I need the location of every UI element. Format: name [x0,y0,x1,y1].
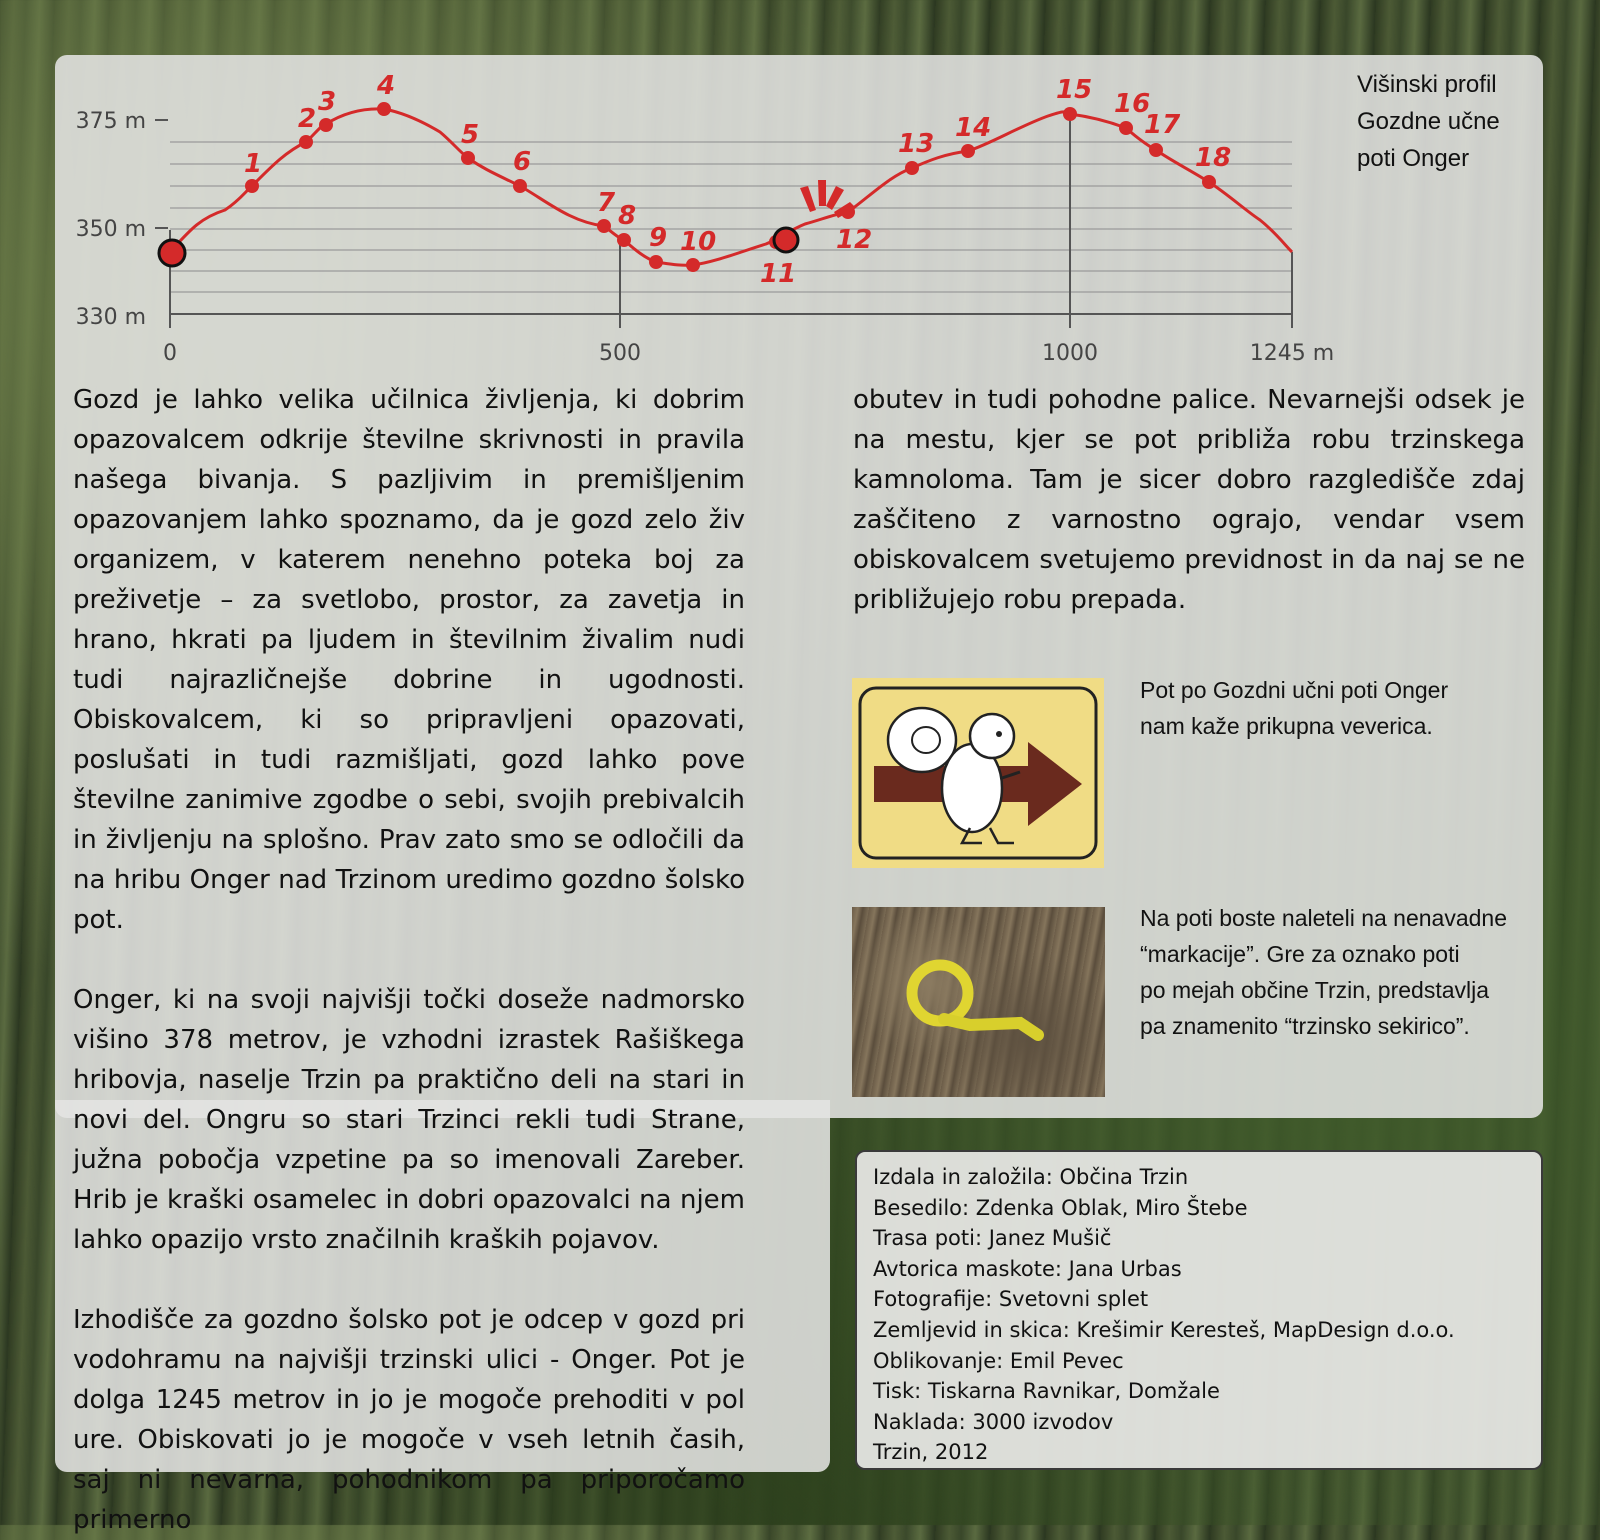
marking-caption-line: Na poti boste naleteli na nenavadne [1140,905,1508,931]
station-label-11: 11 [760,259,797,289]
axes [155,120,1292,328]
point-7 [597,219,611,233]
y-tick-375: 375 m [75,109,146,134]
onger-paragraph: Onger, ki na svoji najvišji točki doseže nadmorsko višino 378 metrov, je vzhodni izrastek Rašiškega hribovja, naselje Trzin pa praktično deli na stari in novi del. Ongru so stari Trzinci rekli tudi Strane, južna pobočja vzpetine pa so imenovali Zareber. Hrib je kraški osamelec in dobri opazovalci na njem lahko opazijo vrsto značilnih kraških pojavov. [73,985,745,1255]
squirrel-caption [1140,672,1520,744]
credit-design: Oblikovanje: Emil Pevec [873,1348,1124,1373]
credits-box [855,1150,1543,1470]
credit-map: Zemljevid in skica: Krešimir Keresteš, MapDesign d.o.o. [873,1317,1455,1342]
quarry-marker [774,228,798,252]
station-label-18: 18 [1195,143,1232,173]
x-tick-1245: 1245 m [1249,341,1335,366]
marking-caption-line: pa znamenito “trzinsko sekirico”. [1140,1013,1470,1039]
point-1 [245,179,259,193]
station-label-2: 2 [298,104,317,134]
tree-marking-photo [852,907,1105,1097]
start-marker [159,240,185,266]
grid-lines [170,142,1292,292]
credit-route: Trasa poti: Janez Mušič [873,1226,1112,1251]
station-label-13: 13 [898,129,935,159]
axe-marking-icon [852,907,1105,1097]
squirrel-caption-line: Pot po Gozdni učni poti Onger [1140,677,1449,703]
profile-caption-line: Gozdne učne [1357,108,1500,135]
credit-copies: Naklada: 3000 izvodov [873,1409,1114,1434]
left-text-column [73,380,745,1540]
station-label-1: 1 [244,149,263,179]
point-5 [461,151,475,165]
marking-caption-line: po mejah občine Trzin, predstavlja [1140,977,1490,1003]
point-15 [1063,107,1077,121]
credit-place-year: Trzin, 2012 [873,1440,989,1465]
profile-caption-line: poti Onger [1357,145,1470,172]
credit-text: Besedilo: Zdenka Oblak, Miro Štebe [873,1195,1248,1220]
squirrel-sign-icon [852,678,1104,868]
right-text-column [853,380,1525,620]
y-tick-labels [76,109,146,330]
point-2 [299,135,313,149]
point-10 [686,258,700,272]
point-16 [1119,121,1133,135]
point-13 [905,161,919,175]
station-label-6: 6 [513,147,532,177]
point-4 [377,102,391,116]
credit-publisher: Izdala in založila: Občina Trzin [873,1165,1189,1189]
start-point-paragraph: Izhodišče za gozdno šolsko pot je odcep v gozd pri vodohramu na najvišji trzinski ulici - Onger. Pot je dolga 1245 metrov in jo je mogoče prehoditi v pol ure. Obiskovati jo je mogoče v vseh letnih časih, saj ni nevarna, pohodnikom pa priporočamo primerno [73,1305,745,1535]
station-label-5: 5 [461,120,480,150]
squirrel-trail-sign [852,678,1104,868]
x-tick-1000: 1000 [1042,341,1098,366]
station-label-8: 8 [618,201,637,231]
point-14 [961,144,975,158]
point-9 [649,255,663,269]
y-tick-330: 330 m [75,305,146,330]
point-17 [1149,143,1163,157]
station-label-7: 7 [597,188,616,218]
credit-photos: Fotografije: Svetovni splet [873,1287,1149,1312]
station-label-17: 17 [1144,110,1181,140]
point-8 [617,233,631,247]
point-6 [513,179,527,193]
station-label-3: 3 [318,87,337,117]
marking-caption [1140,900,1520,1044]
station-label-10: 10 [680,227,717,257]
x-tick-500: 500 [599,341,641,366]
intro-paragraph: Gozd je lahko velika učilnica življenja, ki dobrim opazovalcem odkrije številne skrivnosti in pravila našega bivanja. S pazljivim in premišljenim opazovanjem lahko spoznamo, da je gozd zelo živ organizem, v katerem nenehno poteka boj za preživetje – za svetlobo, prostor, za zavetja in hrano, hkrati pa ljudem in številnim živalim nudi tudi najrazličnejše dobrine in ugodnosti. Obiskovalcem, ki so pripravljeni opazovati, poslušati in tudi razmišljati, gozd lahko pove številne zanimive zgodbe o sebi, svojih prebivalcih in življenju na splošno. Prav zato smo se odločili da na hribu Onger nad Trzinom uredimo gozdno šolsko pot. [73,385,745,935]
x-tick-labels [163,341,1334,366]
x-tick-0: 0 [163,341,177,366]
station-label-14: 14 [955,113,992,143]
squirrel-caption-line: nam kaže prikupna veverica. [1140,713,1433,739]
point-3 [319,118,333,132]
elevation-profile [0,0,1600,380]
marking-caption-line: “markacije”. Gre za oznako poti [1140,941,1460,967]
safety-paragraph: obutev in tudi pohodne palice. Nevarnejši odsek je na mestu, kjer se pot približa robu trzinskega kamnoloma. Tam je sicer dobro razgledišče zdaj zaščiteno z varnostno ograjo, vendar vsem obiskovalcem svetujemo previdnost in da naj se ne približujejo robu prepada. [853,385,1525,615]
y-tick-350: 350 m [75,217,146,242]
station-labels [244,71,1231,289]
credit-print: Tisk: Tiskarna Ravnikar, Domžale [873,1379,1220,1404]
station-label-16: 16 [1114,89,1151,119]
credit-mascot: Avtorica maskote: Jana Urbas [873,1256,1182,1281]
station-label-12: 12 [836,225,873,255]
station-label-9: 9 [649,223,668,253]
station-label-4: 4 [377,71,396,101]
profile-caption-line: Višinski profil [1357,71,1497,98]
point-18 [1202,175,1216,189]
station-label-15: 15 [1056,75,1093,105]
profile-caption [1357,66,1537,177]
